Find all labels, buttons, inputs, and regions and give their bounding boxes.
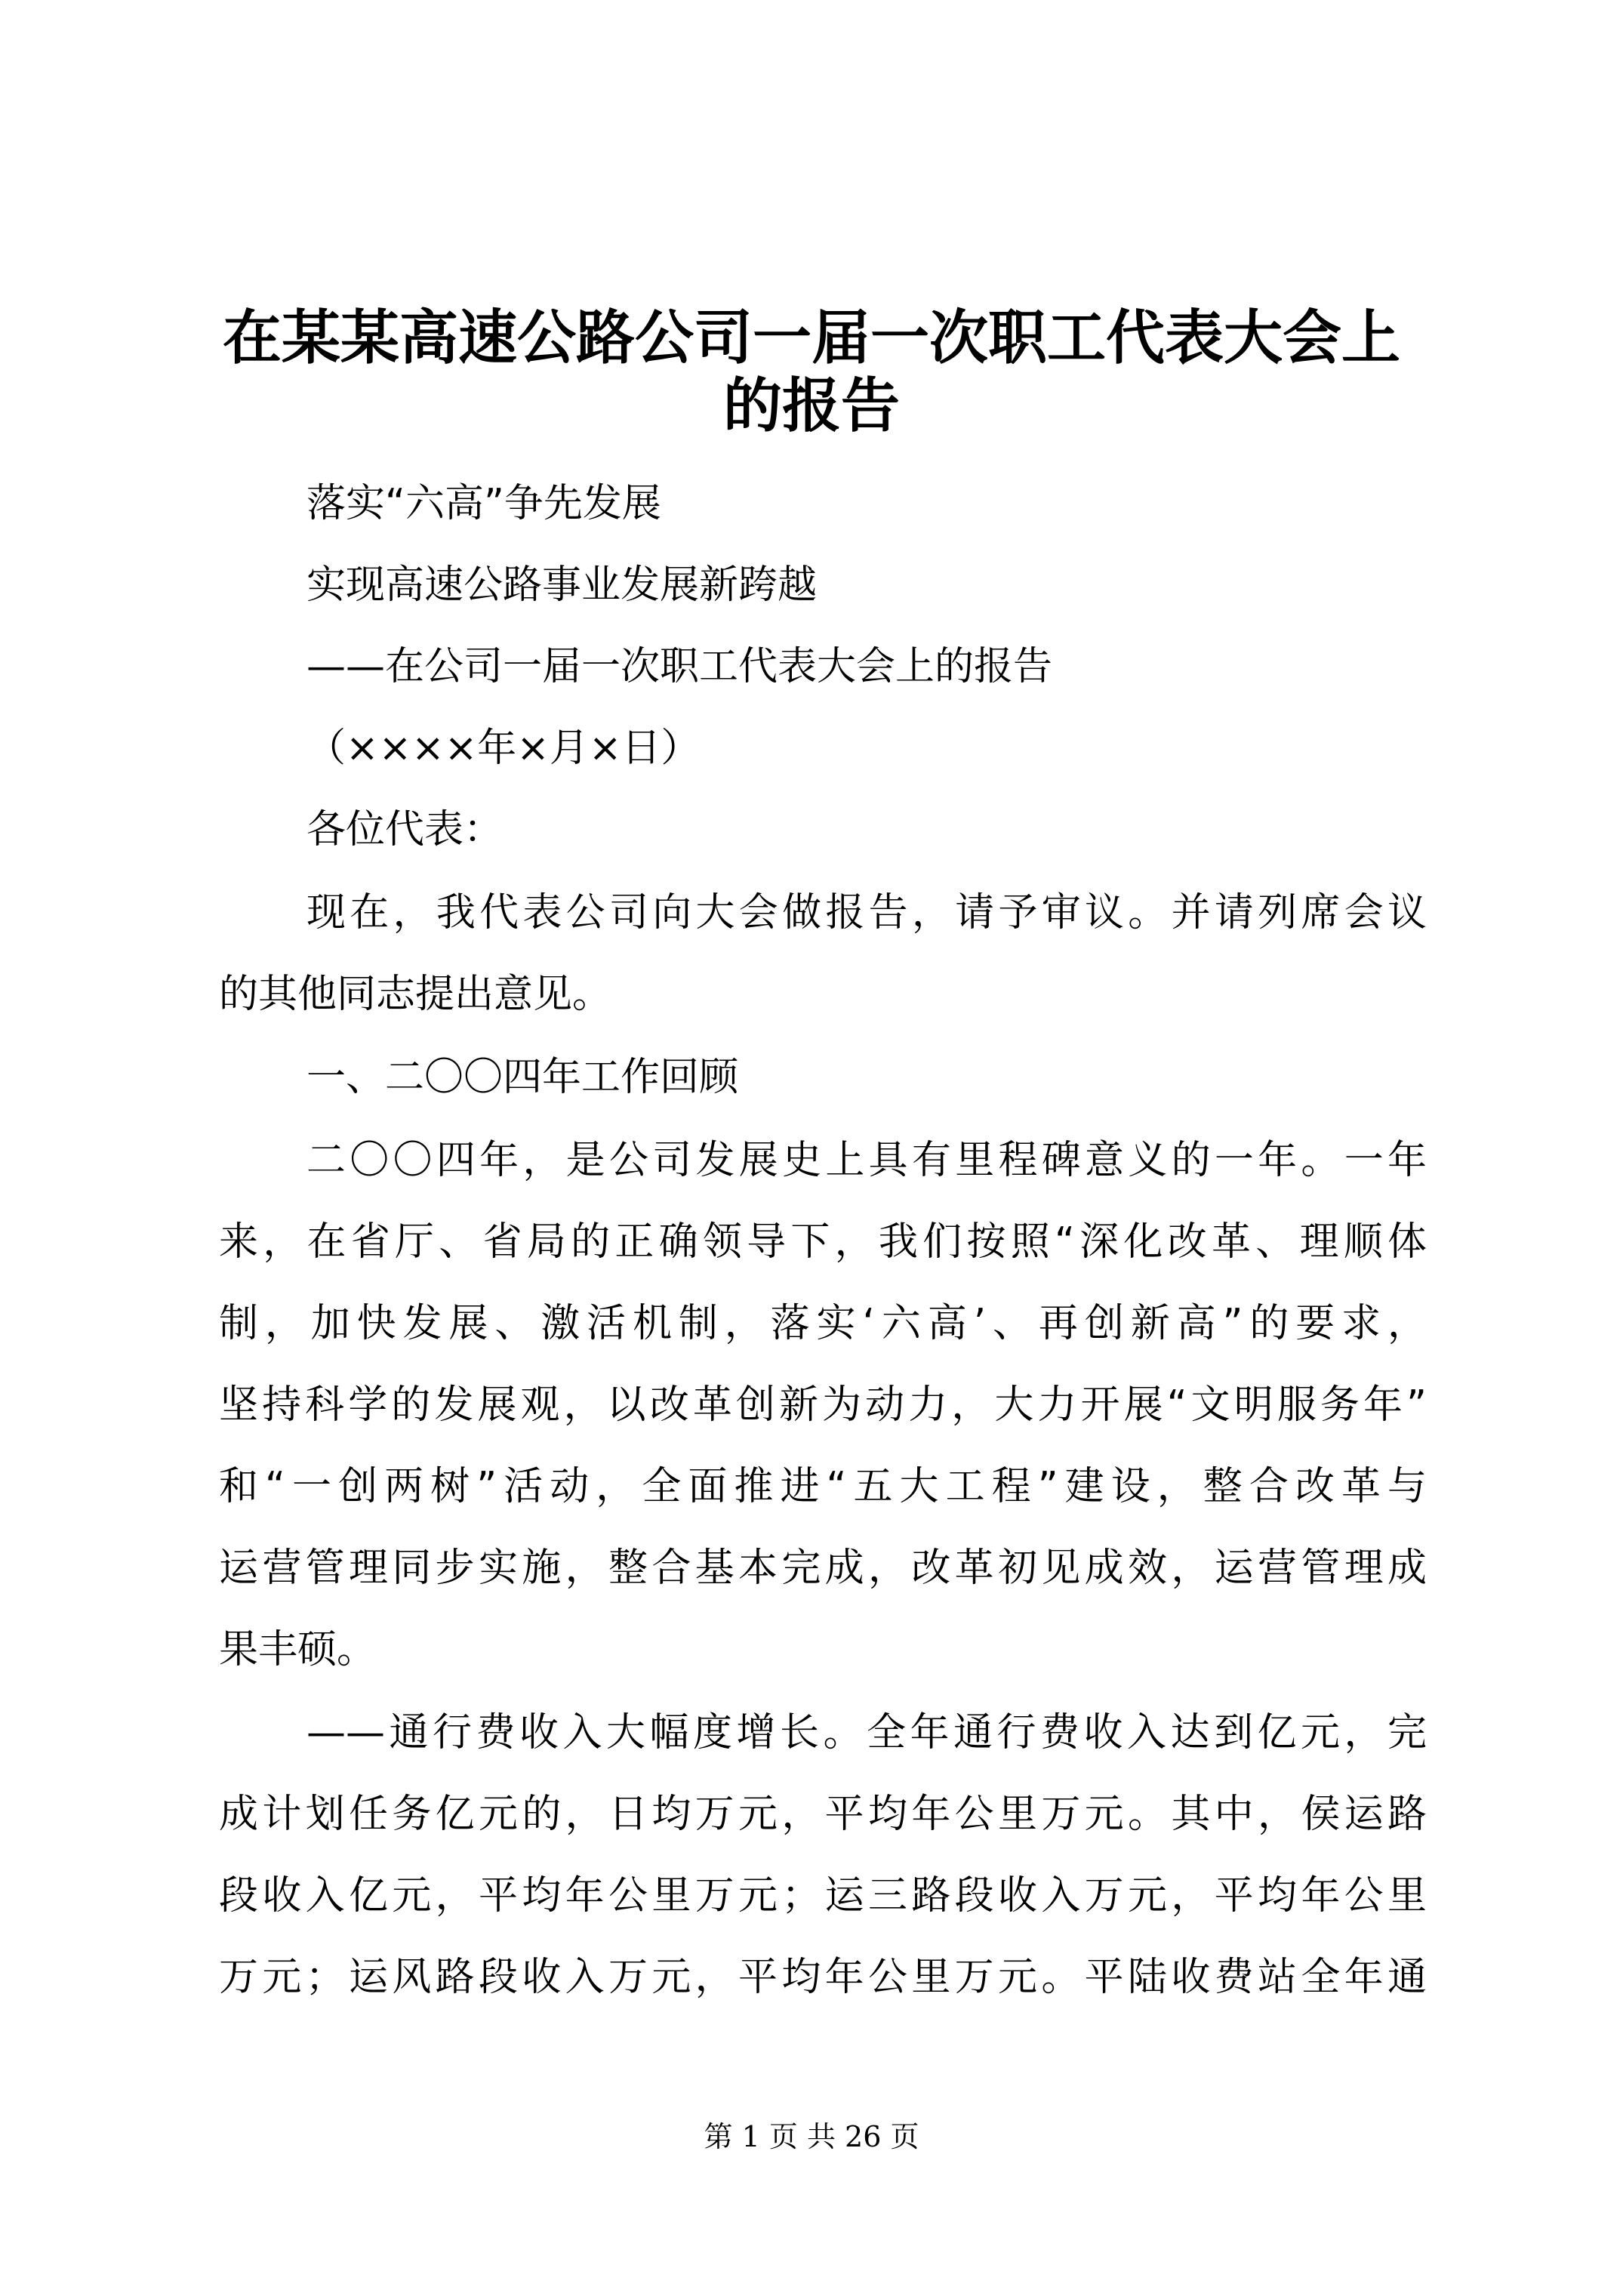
paragraph-line: 现在，我代表公司向大会做报告，请予审议。并请列席会议 xyxy=(306,890,1427,935)
document-title-line-2: 的报告 xyxy=(722,371,900,440)
salutation: 各位代表： xyxy=(306,807,504,852)
paragraph-line: 坚持科学的发展观，以改革创新为动力，大力开展“文明服务年” xyxy=(219,1382,1427,1428)
paragraph-line: 和“一创两树”活动，全面推进“五大工程”建设，整合改革与 xyxy=(219,1464,1427,1509)
section-heading: 一、二〇〇四年工作回顾 xyxy=(306,1055,739,1100)
paragraph-line: ——通行费收入大幅度增长。全年通行费收入达到亿元，完 xyxy=(306,1710,1427,1755)
paragraph-line: 果丰硕。 xyxy=(219,1627,377,1672)
subtitle-1: 落实“六高”争先发展 xyxy=(306,481,661,526)
page-number-footer: 第 1 页 共 26 页 xyxy=(704,2120,919,2153)
document-title-line-1: 在某某高速公路公司一届一次职工代表大会上 xyxy=(222,304,1400,372)
paragraph-line: 万元；运风路段收入万元，平均年公里万元。平陆收费站全年通 xyxy=(219,1955,1427,2000)
subtitle-2: 实现高速公路事业发展新跨越 xyxy=(306,562,818,608)
subtitle-3: ——在公司一届一次职工代表大会上的报告 xyxy=(306,644,1053,689)
paragraph-line: 成计划任务亿元的，日均万元，平均年公里万元。其中，侯运路 xyxy=(219,1792,1427,1837)
paragraph-line: 段收入亿元，平均年公里万元；运三路段收入万元，平均年公里 xyxy=(219,1873,1427,1918)
paragraph-line: 来，在省厅、省局的正确领导下，我们按照“深化改革、理顺体 xyxy=(219,1219,1427,1265)
paragraph-line: 制，加快发展、激活机制，落实‘六高’、再创新高”的要求， xyxy=(219,1301,1427,1346)
paragraph-line: 的其他同志提出意见。 xyxy=(219,972,612,1017)
paragraph-line: 二〇〇四年，是公司发展史上具有里程碑意义的一年。一年 xyxy=(306,1138,1427,1183)
paragraph-line: 运营管理同步实施，整合基本完成，改革初见成效，运营管理成 xyxy=(219,1546,1427,1591)
report-date: （××××年×月×日） xyxy=(306,726,701,771)
